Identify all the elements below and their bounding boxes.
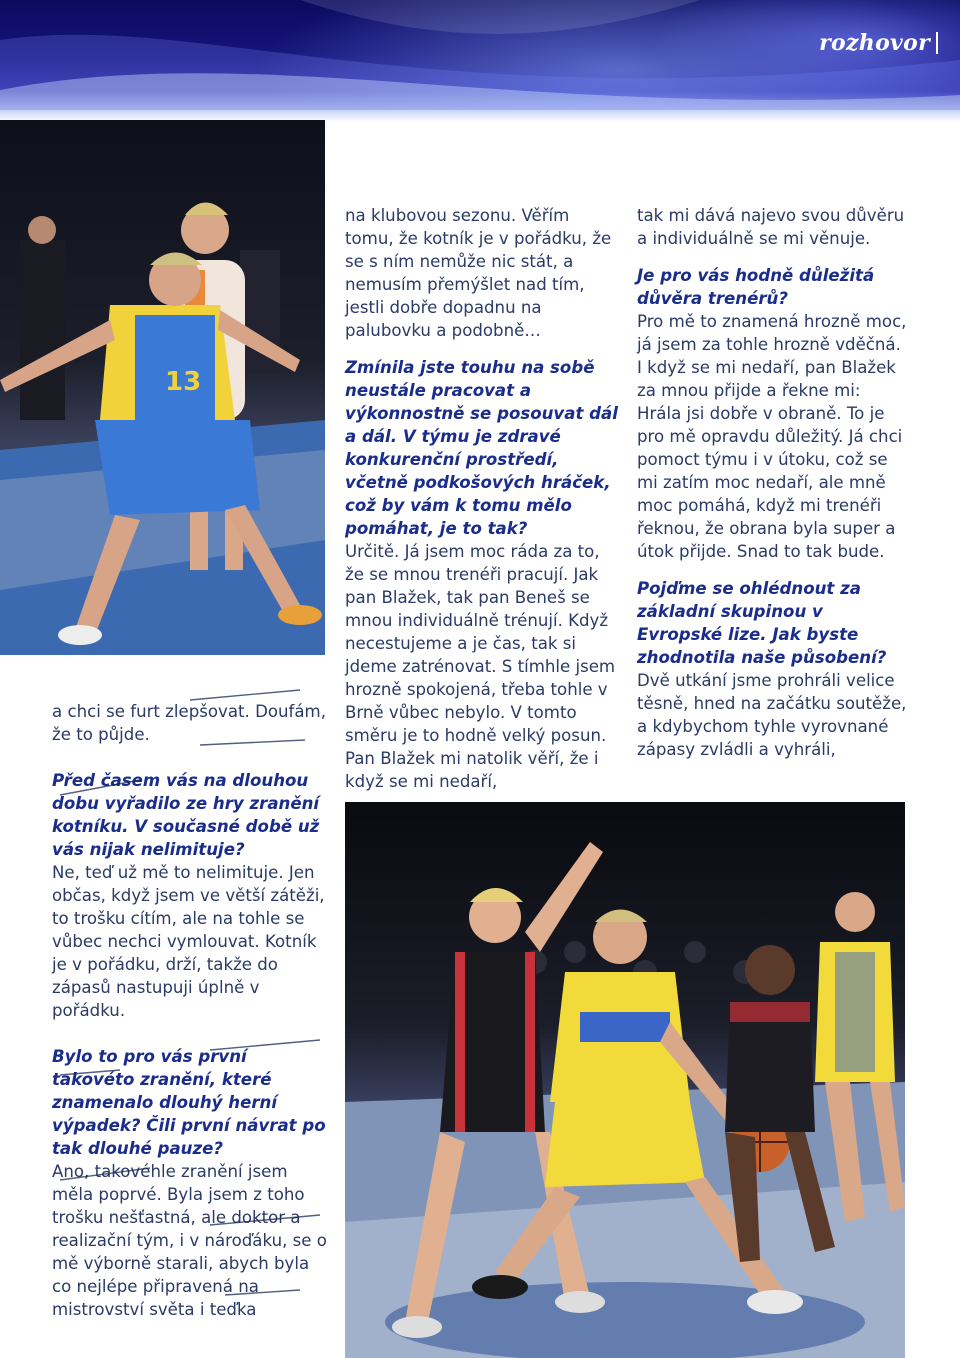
- bottom-photo: [345, 802, 905, 1358]
- question-text: Pojďme se ohlédnout za základní skupinou v Evropské lize. Jak byste zhodnotila naše působení?: [637, 579, 887, 667]
- basketball-players-photo-icon: [0, 120, 325, 655]
- answer-text: tak mi dává najevo svou důvěru a individuálně se mi věnuje.: [637, 206, 905, 248]
- answer-text: Pro mě to znamená hrozně moc, já jsem za tohle hrozně vděčná. I když se mi nedaří, pan Blažek za mnou přijde a řekne mi: Hrála jsi dobře v obraně. To je pro mě opravdu důležitý. Já chci pomoct týmu i v útoku, což se mi zatím moc nedaří, ale mně moc pomáhá, když mi trenéři řeknou, že obrana byla super a útok přijde. Snad to tak bude.: [637, 312, 907, 561]
- answer-text: Ano, takovéhle zranění jsem měla poprvé. Byla jsem z toho trošku nešťastná, ale doktor a realizační tým, i v nároďáku, se o mě výborně starali, abych byla co nejlépe připravená na mistrovství světa i teďka: [52, 1162, 327, 1319]
- question-text: Zmínila jste touhu na sobě neustále pracovat a výkonnostně se posouvat dál a dál. V týmu je zdravé konkurenční prostředí, včetně podkošových hráček, což by vám k tomu mělo pomáhat, je to tak?: [345, 358, 618, 538]
- answer-text: Určitě. Já jsem moc ráda za to, že se mnou trenéři pracují. Jak pan Blažek, tak pan Beneš se mnou individuálně trénují. Když necestujeme a je čas, tak si jdeme zatrénovat. S tímhle jsem hrozně spokojená, třeba tohle v Brně vůbec nebylo. V tomto směru je to hodně velký posun. Pan Blažek mi natolik věří, že i když se mi nedaří,: [345, 542, 616, 791]
- basketball-game-photo-icon: [345, 802, 905, 1358]
- answer-text: a chci se furt zlepšovat. Doufám, že to půjde.: [52, 702, 326, 744]
- svg-text:13: 13: [165, 367, 202, 397]
- section-label: rozhovor: [819, 30, 930, 56]
- text-column-3: [637, 204, 909, 761]
- top-photo: [0, 120, 325, 655]
- header-band: [0, 0, 960, 122]
- header-swoosh-decoration: [0, 0, 960, 122]
- answer-text: na klubovou sezonu. Věřím tomu, že kotník je v pořádku, že se s ním nemůže nic stát, a nemusím přemýšlet nad tím, jestli dobře dopadnu na palubovku a podobně…: [345, 206, 612, 340]
- question-text: Bylo to pro vás první takovéto zranění, které znamenalo dlouhý herní výpadek? Čili první návrat po tak dlouhé pauze?: [52, 1047, 326, 1158]
- text-column-1: [52, 700, 327, 1321]
- text-column-2: [345, 204, 620, 793]
- section-label-bar: [936, 32, 938, 54]
- question-text: Před časem vás na dlouhou dobu vyřadilo ze hry zranění kotníku. V současné době už vás nijak nelimituje?: [52, 771, 320, 859]
- answer-text: Ne, teď už mě to nelimituje. Jen občas, když jsem ve větší zátěži, to trošku cítím, ale na tohle se vůbec nechci vymlouvat. Kotník je v pořádku, drží, takže do zápasů nastupuji úplně v pořádku.: [52, 863, 325, 1020]
- question-text: Je pro vás hodně důležitá důvěra trenérů?: [637, 266, 875, 308]
- answer-text: Dvě utkání jsme prohráli velice těsně, hned na začátku soutěže, a kdybychom tyhle vyrovnané zápasy zvládli a vyhráli,: [637, 671, 907, 759]
